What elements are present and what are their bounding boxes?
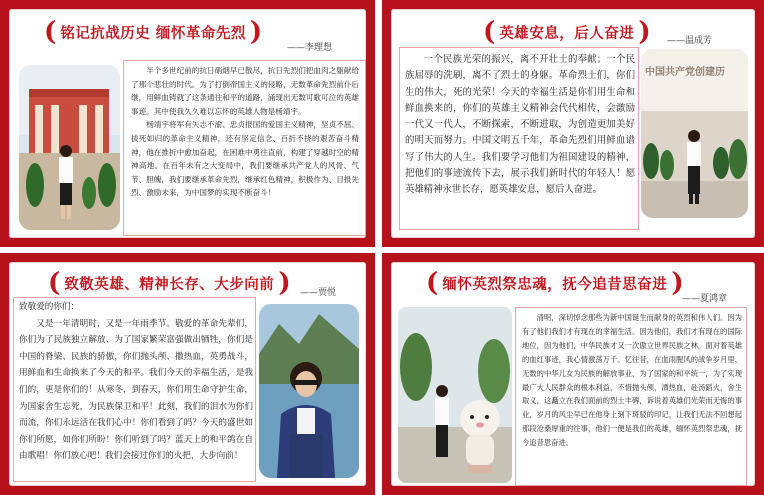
title-bracket-group bbox=[483, 17, 651, 47]
essay-title: 英雄安息，后人奋进 bbox=[499, 25, 635, 42]
essay-title: 缅怀英烈祭忠魂，抚今追昔思奋进 bbox=[442, 276, 668, 293]
right-bracket-icon: ) bbox=[638, 17, 651, 47]
essay-greeting: 致敬爱的你们： bbox=[19, 302, 80, 312]
portrait-photo-image bbox=[641, 49, 748, 218]
portrait-photo bbox=[259, 304, 359, 478]
essay-card-li-lixiang bbox=[0, 0, 375, 247]
essay-title: 致敬英雄、精神长存、大步向前 bbox=[64, 276, 275, 293]
essay-card-xia-hongzhang bbox=[382, 253, 764, 495]
essay-card-wen-chengfang bbox=[382, 0, 764, 247]
essay-title: 铭记抗战历史 缅怀革命先烈 bbox=[60, 25, 246, 42]
essay-body bbox=[131, 64, 359, 232]
essay-paragraph: 杨靖宇将军有矢志不渝、忠贞报国的爱国主义精神，坚贞不屈、拔死如归的革命主义精神，还有坚定信念、百折不挠的艰苦奋斗精神，他在推折中愈加奋起，在困难中勇往直前，构建了穿越时空的精神高地。在百年未有之大变局中，我们要继承共产党人的风骨、气节、胆魄，我们要继承革命先烈，继承红色精神，积极作为、目报先烈、激励未来，为中国梦的实现不断奋斗！ bbox=[131, 120, 359, 198]
essay-paragraph: 一个民族光荣的振兴，离不开壮士的奉献；一个民族屈辱的洗刷，离不了烈士的身躯。革命烈士们，你们生的伟大，死的光荣！今天的幸福生活是你们用生命和鲜血换来的，你们的英雄主义精神会代代相传，会激励一代又一代人，不断探索，不断进取，为创造更加美好的明天而努力。中国文明五千年，革命先烈们用鲜血谱写了伟大的人生。我们要学习他们为祖国建设的精神，把他们的事迹流传下去，展示我们新时代的年轻人！愿英雄精神永世长存，愿英雄安息，愿后人奋进。 bbox=[405, 54, 635, 196]
essay-paragraph: 半个多世纪前的抗日硝烟早已散尽，抗日先烈们把血肉之躯献给了那个悲壮的时代。为了打倒帝国主义的侵略，无数革命先烈前仆后继，用鲜血铸就了这条通往和平的道路，涌现出无数可歌可泣的英雄事迹。其中使我久久难以忘怀的英雄人物是杨靖宇。 bbox=[131, 66, 359, 116]
left-bracket-icon: ( bbox=[426, 268, 439, 298]
essay-card-jia-yue bbox=[0, 253, 375, 495]
portrait-photo bbox=[641, 49, 748, 218]
author-name: ——夏鸿章 bbox=[682, 294, 728, 304]
essay-paragraph: 又是一年清明时，又是一年雨季节。敬爱的革命先辈们，你们为了民族独立解放、为了国家繁荣富强做出牺牲，你们是中国的脊梁、民族的骄傲，你们抛头颅、撒热血，英勇战斗，用鲜血和生命换来了今天的和平。我们今天的幸福生活，是我们的，更是你们的！从寒冬，到春天，你们用生命守护生命，为国家舍生忘死，为民族保卫和平！此刻，我们的泪水为你们而流，你们永远活在我们心中！你们看到了吗？今天的盛世如你们所愿，如你们所盼！你们听到了吗？蓝天上的和平鸽在自由歌唱！你们放心吧！我们会接过你们的火把，大步向前！ bbox=[19, 318, 253, 462]
essay-body bbox=[405, 52, 635, 229]
left-bracket-icon: ( bbox=[44, 17, 57, 47]
portrait-photo-image bbox=[259, 304, 359, 478]
left-bracket-icon: ( bbox=[483, 17, 496, 47]
essay-body bbox=[19, 299, 253, 482]
portrait-photo-image bbox=[19, 65, 120, 230]
essay-paragraph: 清明，深切悼念那些为新中国诞生而献身的英烈和伟人们。因为有了他们我们才有现在的幸福生活。因为他们，我们才有现在的国际地位，因为他们，中华民族才又一次傲立世界民族之林。面对着英雄的血红事迹，我心情激荡万千。忆往昔，在血雨腥风的战争岁月里，无数的中华儿女为民族的解放事业，为了国家的和平统一，为了实现最广大人民群众的根本利益，不惜抛头颅，洒热血，赴汤蹈火，舍生取义，这矗立在我们面前的烈士丰碑，诉说着英雄们光荣而无悔的事业，岁月的风尘早已在他身上刻下斑驳的印记，让我们无法不回想起那段沧桑厚重的往事，他们一便是我们的英雄，缅怀英烈祭忠魂，抚今追昔思奋进。 bbox=[522, 313, 742, 448]
author-name: ——温成芳 bbox=[667, 36, 713, 46]
portrait-photo bbox=[398, 307, 512, 483]
right-bracket-icon: ) bbox=[671, 268, 684, 298]
right-bracket-icon: ) bbox=[249, 17, 263, 47]
portrait-photo-image bbox=[398, 307, 512, 483]
title-bracket-group bbox=[426, 268, 684, 298]
left-bracket-icon: ( bbox=[48, 268, 61, 298]
building-sign-text: 中国共产党创建历 bbox=[645, 67, 725, 78]
author-name: ——贾悦 bbox=[300, 288, 337, 298]
title-bracket-group bbox=[44, 17, 263, 47]
author-name: ——李理想 bbox=[287, 43, 333, 53]
title-bracket-group bbox=[48, 268, 291, 298]
right-bracket-icon: ) bbox=[278, 268, 291, 298]
essay-body bbox=[522, 311, 742, 484]
portrait-photo bbox=[19, 65, 120, 230]
